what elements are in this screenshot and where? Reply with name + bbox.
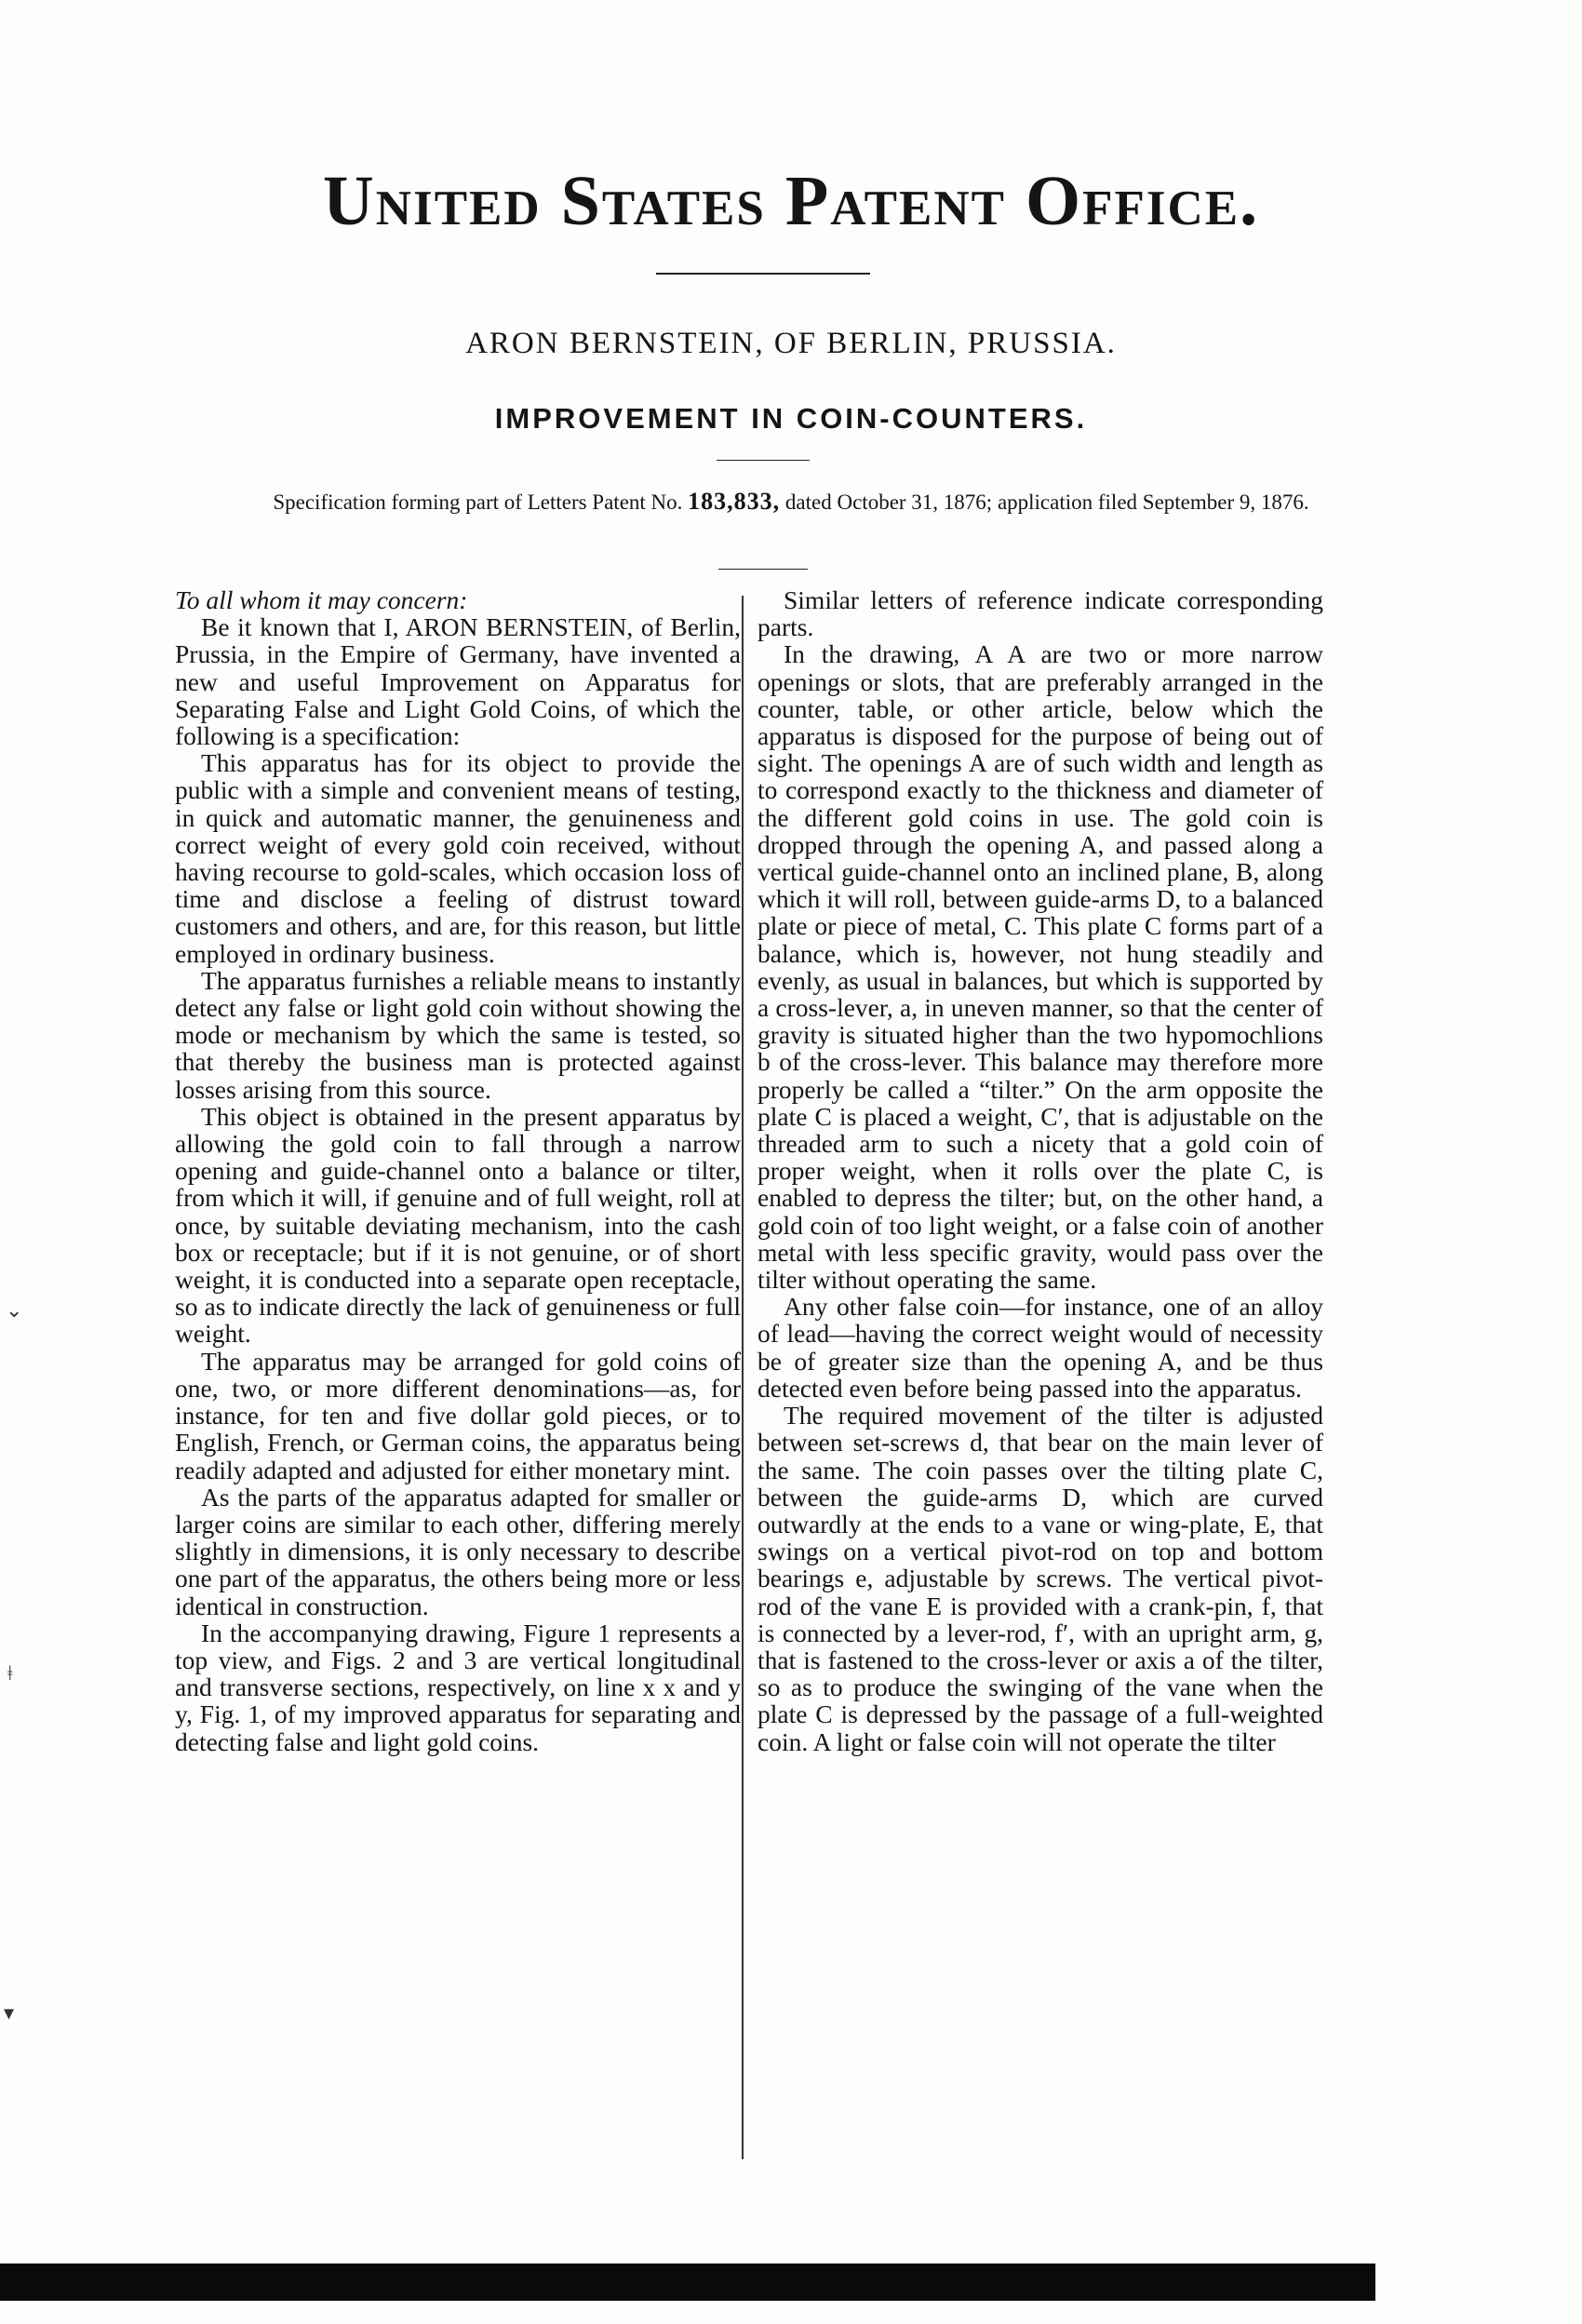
paragraph: Any other false coin—for instance, one of an alloy of lead—having the correct weight would of necessity be of greater size than the opening A, and be thus detected even before being passed into the apparatus. xyxy=(757,1292,1323,1403)
right-column xyxy=(757,586,1323,1755)
scan-edge-bar xyxy=(0,2264,1375,2301)
salutation: To all whom it may concern: xyxy=(175,585,468,614)
invention-rule xyxy=(717,460,810,461)
spec-suffix: dated October 31, 1876; application filed September 9, 1876. xyxy=(784,490,1309,514)
paragraph: In the drawing, A A are two or more narrow openings or slots, that are preferably arranged in the counter, table, or other article, below which the apparatus is disposed for the purpose of being out of sight. The openings A are of such width and length as to correspond exactly to the thickness and diameter of the different gold coins in use. The gold coin is dropped through the opening A, and passed along a vertical guide-channel onto an inclined plane, B, along which it will roll, between guide-arms D, to a balanced plate or piece of metal, C. This plate C forms part of a balance, which is, however, not hung steadily and evenly, as usual in balances, but which is supported by a cross-lever, a, in uneven manner, so that the center of gravity is situated higher than the two hypomochlions b of the cross-lever. This balance may therefore more properly be called a “tilter.” On the arm opposite the plate C is placed a weight, C′, that is adjustable on the threaded arm to such a nicety that a gold coin of proper weight, when it rolls over the plate C, is enabled to depress the tilter; but, on the other hand, a gold coin of too light weight, or a false coin of another metal with less specific gravity, would pass over the tilter without operating the same. xyxy=(757,639,1323,1295)
spec-prefix: Specification forming part of Letters Patent No. xyxy=(273,490,683,514)
spec-rule xyxy=(718,569,808,570)
left-column xyxy=(175,586,741,1755)
paragraph: The apparatus furnishes a reliable means to instantly detect any false or light gold coin without showing the mode or mechanism by which the same is tested, so that thereby the business man is protected against losses arising from this source. xyxy=(175,965,741,1104)
paragraph: This apparatus has for its object to provide the public with a simple and convenient means of testing, in quick and automatic manner, the genuineness and correct weight of every gold coin received, without having recourse to gold-scales, which occasion loss of time and disclose a feeling of distrust toward customers and others, and are, for this reason, but little employed in ordinary business. xyxy=(175,748,741,968)
column-divider xyxy=(742,596,744,2159)
paragraph: In the accompanying drawing, Figure 1 represents a top view, and Figs. 2 and 3 are vertical longitudinal and transverse sections, respectively, on line x x and y y, Fig. 1, of my improved apparatus for separating and detecting false and light gold coins. xyxy=(175,1618,741,1756)
paragraph: The required movement of the tilter is adjusted between set-screws d, that bear on the main lever of the same. The coin passes over the tilting plate C, between the guide-arms D, which are curved outwardly at the ends to a vane or wing-plate, E, that swings on a vertical pivot-rod on top and bottom bearings e, adjustable by screws. The vertical pivot-rod of the vane E is provided with a crank-pin, f, that is connected by a lever-rod, f′, with an upright arm, g, that is fastened to the cross-lever or axis a of the tilter, so as to produce the swinging of the vane when the plate C is depressed by the passage of a full-weighted coin. A light or false coin will not operate the tilter xyxy=(757,1401,1323,1756)
margin-mark: ⌄ xyxy=(6,1298,23,1322)
office-title: United States Patent Office. xyxy=(322,162,1260,240)
inventor-line: ARON BERNSTEIN, OF BERLIN, PRUSSIA. xyxy=(465,327,1117,360)
title-rule xyxy=(656,273,870,275)
margin-mark: ▾ xyxy=(4,2001,15,2024)
paragraph: This object is obtained in the present apparatus by allowing the gold coin to fall through a narrow opening and guide-channel onto a balance or tilter, from which it will, if genuine and of full weight, roll at once, by suitable deviating mechanism, into the cash box or receptacle; but if it is not genuine, or of short weight, it is conducted into a separate open receptacle, so as to indicate directly the lack of genuineness or full weight. xyxy=(175,1101,741,1349)
paragraph: As the parts of the apparatus adapted for smaller or larger coins are similar to each other, differing merely slightly in dimensions, it is only necessary to describe one part of the apparatus, the others being more or less identical in construction. xyxy=(175,1482,741,1620)
paragraph: The apparatus may be arranged for gold coins of one, two, or more different denominations—as, for instance, for ten and five dollar gold pieces, or to English, French, or German coins, the apparatus being readily adapted and adjusted for either monetary mint. xyxy=(175,1346,741,1484)
margin-mark: ǂ xyxy=(7,1661,13,1685)
specification-line xyxy=(140,486,1442,517)
patent-number: 183,833, xyxy=(688,488,781,515)
paragraph: Similar letters of reference indicate corresponding parts. xyxy=(757,585,1323,642)
paragraph: Be it known that I, ARON BERNSTEIN, of Berlin, Prussia, in the Empire of Germany, have invented a new and useful Improvement on Apparatus for Separating False and Light Gold Coins, of which the following is a specification: xyxy=(175,612,741,751)
invention-title: IMPROVEMENT IN COIN-COUNTERS. xyxy=(494,402,1088,435)
